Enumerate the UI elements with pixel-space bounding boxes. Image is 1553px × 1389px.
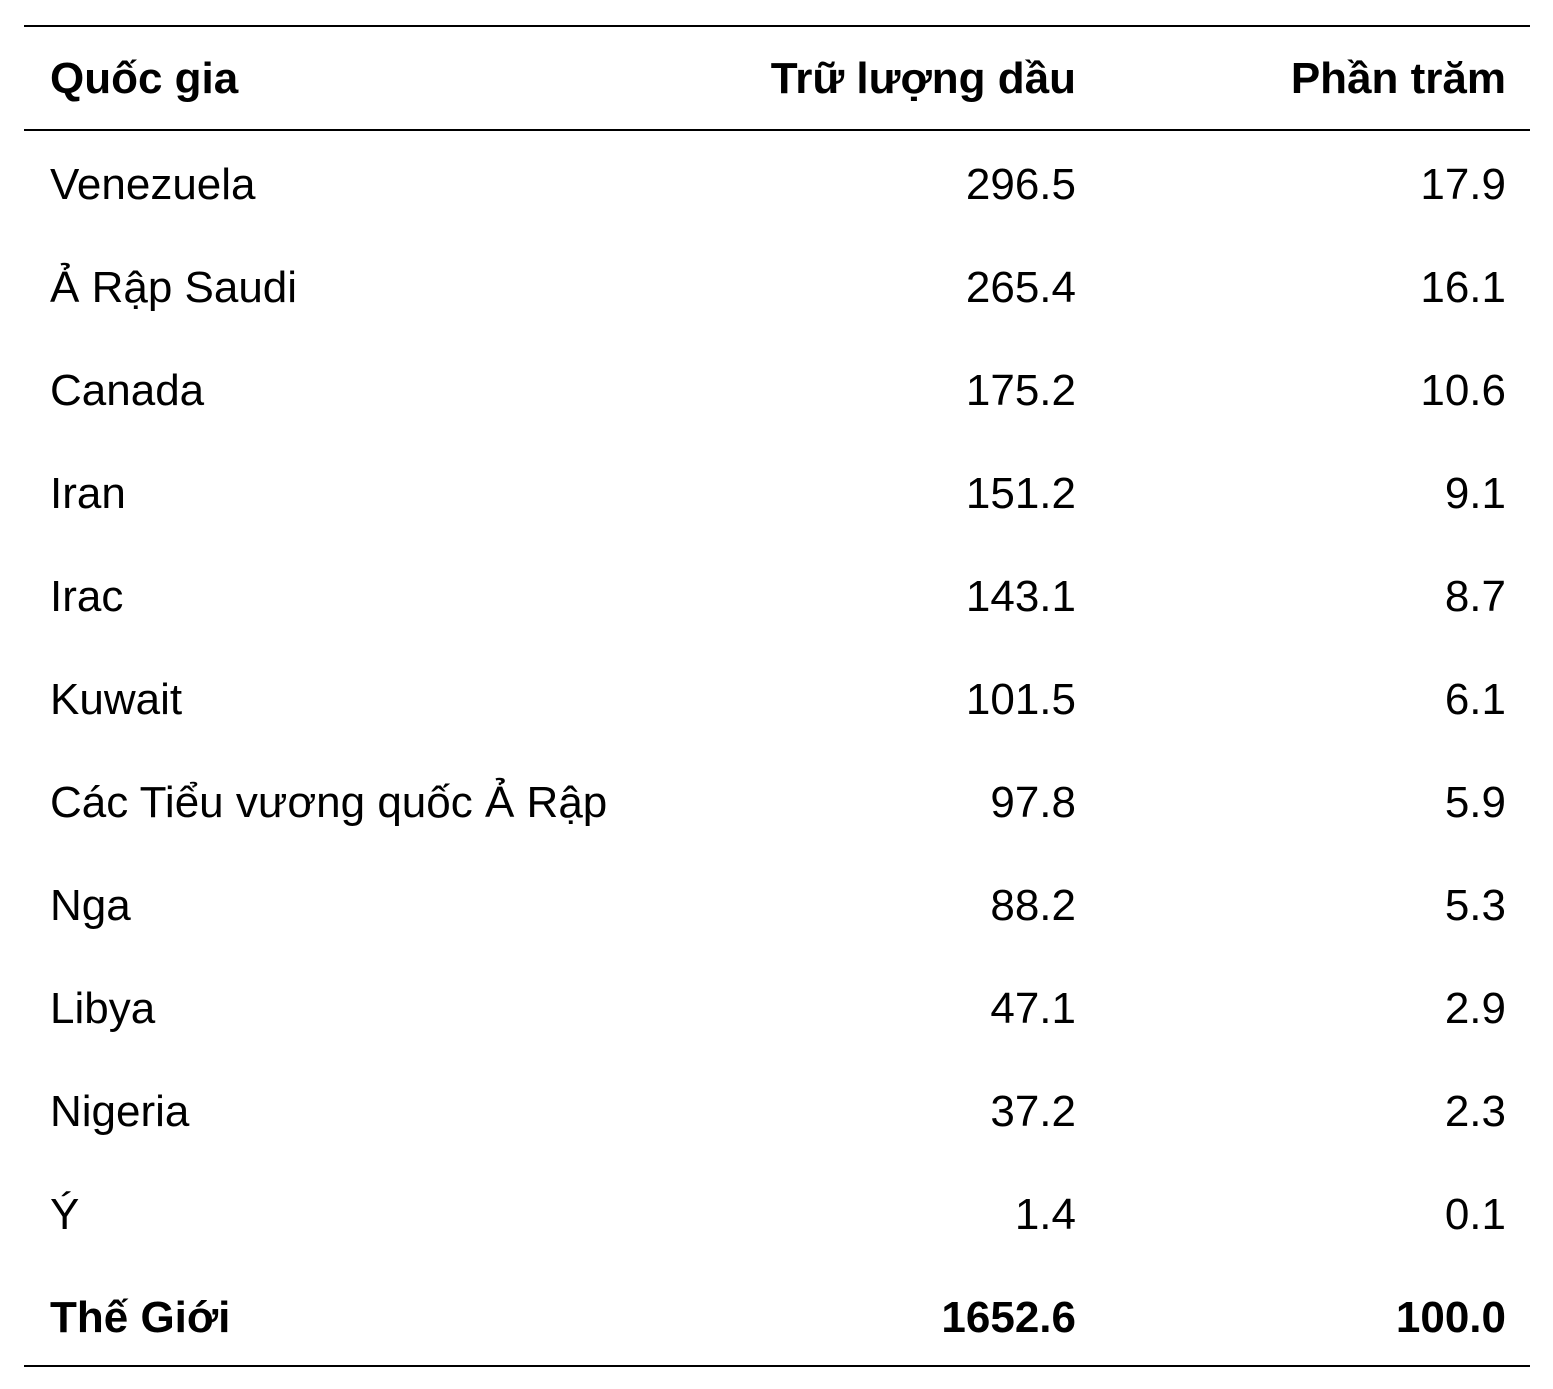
table-row — [0, 545, 1553, 648]
table-row — [0, 133, 1553, 236]
table-bottom-rule — [24, 1365, 1530, 1367]
table-row — [0, 442, 1553, 545]
percent-cell: 5.9 — [1444, 778, 1506, 827]
reserve-cell: 265.4 — [965, 263, 1076, 312]
percent-cell: 0.1 — [1444, 1190, 1506, 1239]
reserve-cell: 101.5 — [965, 675, 1076, 724]
percent-cell: 5.3 — [1444, 881, 1506, 930]
column-header-percent: Phần trăm — [1290, 54, 1506, 103]
table-row — [0, 1163, 1553, 1266]
table-row — [0, 751, 1553, 854]
table-row — [0, 648, 1553, 751]
reserve-cell: 97.8 — [990, 778, 1076, 827]
total-reserve-cell: 1652.6 — [941, 1293, 1076, 1342]
column-header-country: Quốc gia — [50, 54, 239, 103]
country-cell: Canada — [50, 366, 205, 415]
reserve-cell: 143.1 — [965, 572, 1076, 621]
table-header-rule — [24, 129, 1530, 131]
percent-cell: 17.9 — [1420, 160, 1506, 209]
total-percent-cell: 100.0 — [1395, 1293, 1506, 1342]
country-cell: Ý — [50, 1190, 80, 1239]
total-label-cell: Thế Giới — [50, 1293, 231, 1342]
percent-cell: 9.1 — [1444, 469, 1506, 518]
percent-cell: 10.6 — [1420, 366, 1506, 415]
percent-cell: 16.1 — [1420, 263, 1506, 312]
country-cell: Ả Rập Saudi — [50, 263, 298, 312]
country-cell: Nga — [50, 881, 131, 930]
country-cell: Các Tiểu vương quốc Ả Rập — [50, 778, 608, 827]
reserve-cell: 175.2 — [965, 366, 1076, 415]
reserve-cell: 151.2 — [965, 469, 1076, 518]
country-cell: Irac — [50, 572, 124, 621]
reserve-cell: 296.5 — [965, 160, 1076, 209]
percent-cell: 6.1 — [1444, 675, 1506, 724]
table-row — [0, 854, 1553, 957]
country-cell: Libya — [50, 984, 156, 1033]
table-row — [0, 957, 1553, 1060]
table-row — [0, 236, 1553, 339]
percent-cell: 2.9 — [1444, 984, 1506, 1033]
column-header-oil-reserves: Trữ lượng dầu — [770, 54, 1076, 103]
table-row — [0, 339, 1553, 442]
table-total-row — [0, 1266, 1553, 1369]
reserve-cell: 88.2 — [990, 881, 1076, 930]
country-cell: Iran — [50, 469, 126, 518]
table-header-row — [0, 27, 1553, 130]
reserve-cell: 37.2 — [990, 1087, 1076, 1136]
percent-cell: 2.3 — [1444, 1087, 1506, 1136]
reserve-cell: 1.4 — [1014, 1190, 1076, 1239]
country-cell: Venezuela — [50, 160, 256, 209]
country-cell: Nigeria — [50, 1087, 190, 1136]
country-cell: Kuwait — [50, 675, 183, 724]
percent-cell: 8.7 — [1444, 572, 1506, 621]
table-row — [0, 1060, 1553, 1163]
reserve-cell: 47.1 — [990, 984, 1076, 1033]
